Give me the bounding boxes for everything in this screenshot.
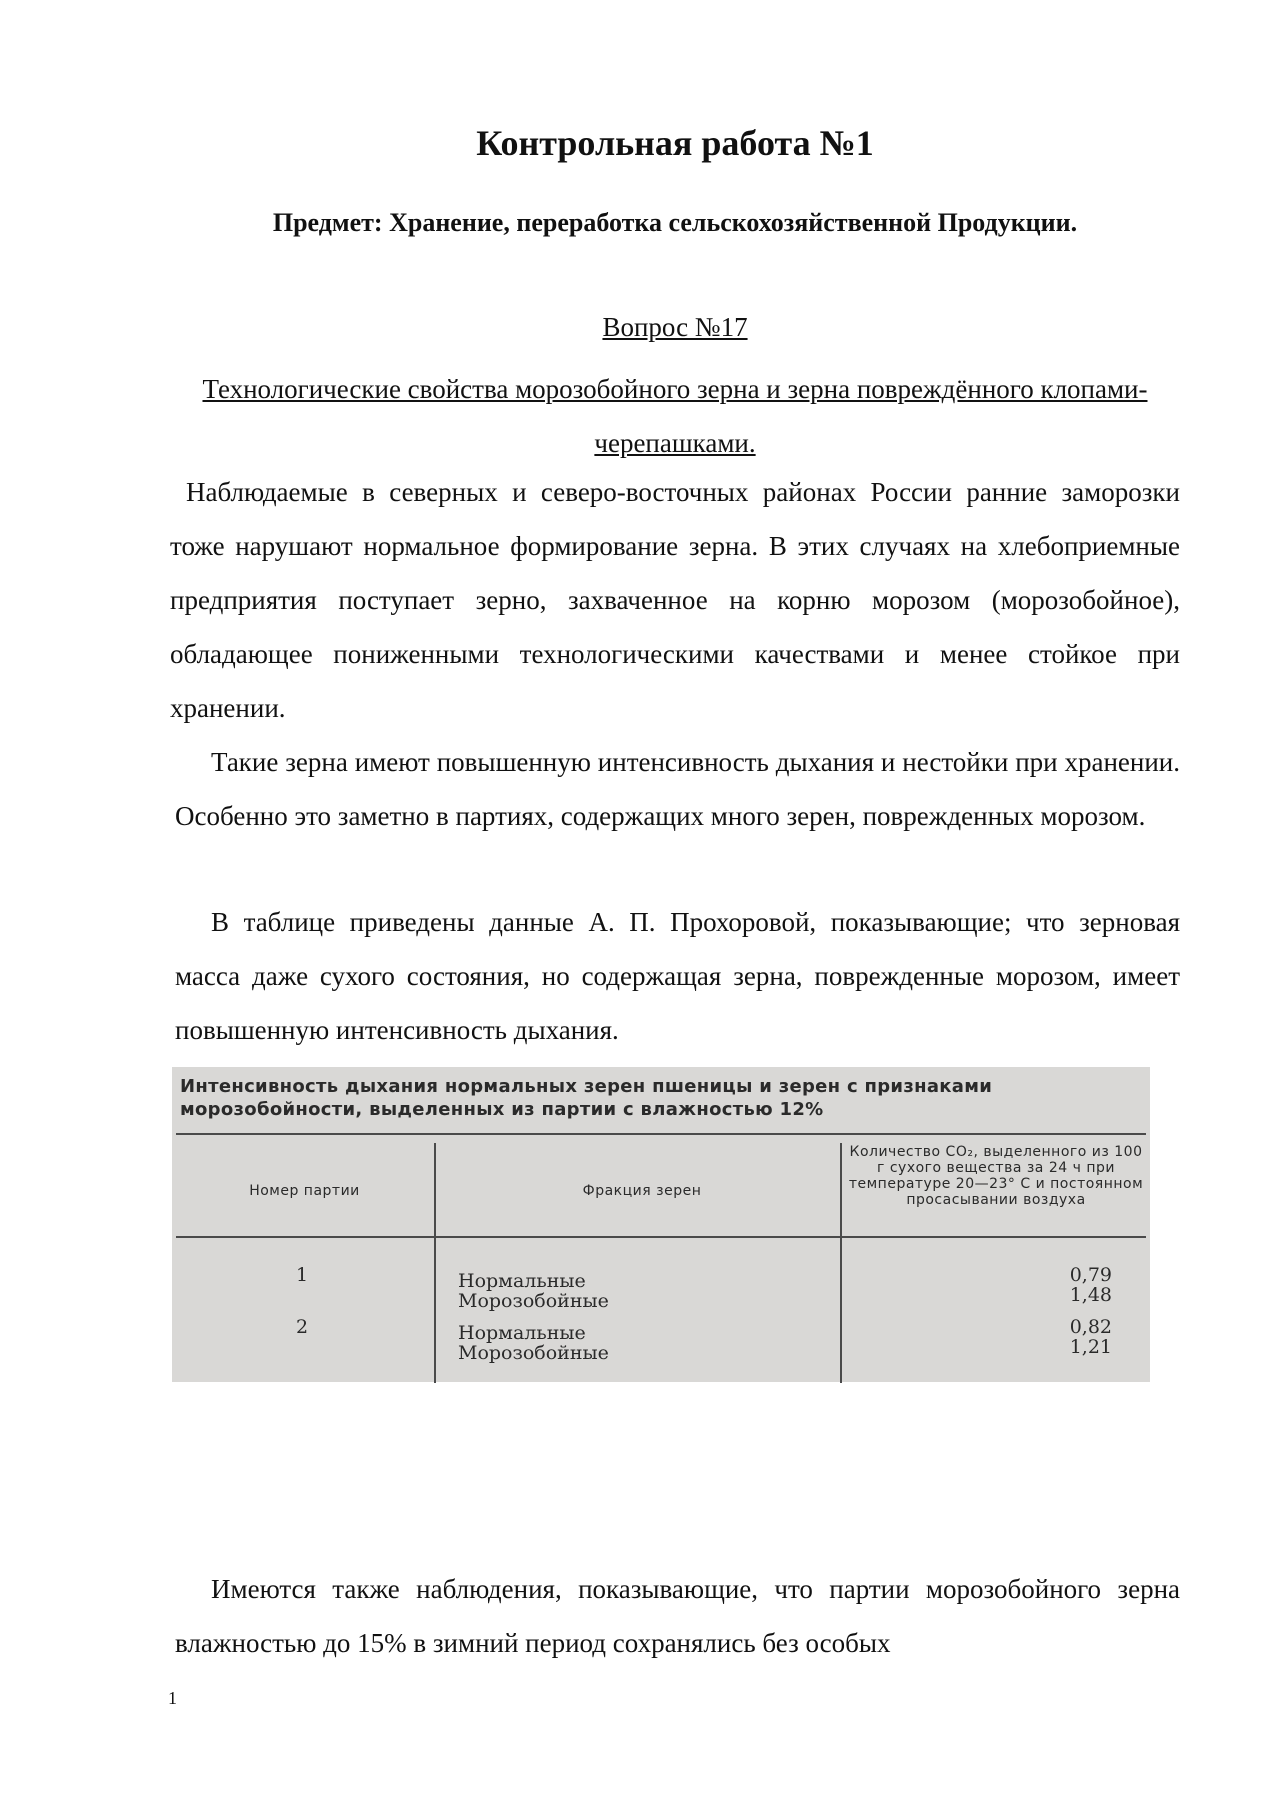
column-divider-1 — [434, 1143, 436, 1383]
row-2-value-normal: 0,82 — [1069, 1316, 1112, 1338]
paragraph-1: Наблюдаемые в северных и северо-восточных районах России ранние заморозки тоже нарушают нормальное формирование зерна. В этих случаях на хлебоприемные предприятия поступает зерно, захваченное на корню морозом (морозобойное), обладающее пониженными технологическими качествами и менее стойкое при хранении. — [170, 477, 1180, 723]
paragraph-2: Такие зерна имеют повышенную интенсивность дыхания и нестойки при хранении. Особенно это заметно в партиях, содержащих много зерен, поврежденных морозом. — [175, 747, 1180, 831]
row-1-fraction-normal: Нормальные — [458, 1270, 586, 1292]
header-co2: Количество CO₂, выделенного из 100 г сухого вещества за 24 ч при температуре 20—23° С и постоянном просасывании воздуха — [848, 1144, 1144, 1208]
column-divider-2 — [840, 1143, 842, 1383]
paragraph-3: В таблице приведены данные А. П. Прохоровой, показывающие; что зерновая масса даже сухого состояния, но содержащая зерна, поврежденные морозом, имеет повышенную интенсивность дыхания. — [175, 907, 1180, 1045]
row-1-batch: 1 — [296, 1264, 309, 1286]
row-2-fraction-frost: Морозобойные — [458, 1342, 609, 1364]
question-title: Технологические свойства морозобойного зерна и зерна повреждённого клопами-черепашками. — [202, 374, 1148, 458]
table-header-rule — [176, 1236, 1146, 1238]
scanned-table — [172, 1067, 1150, 1382]
subject-heading: Предмет: Хранение, переработка сельскохозяйственной Продукции. — [272, 208, 1078, 237]
row-2-fraction-normal: Нормальные — [458, 1322, 586, 1344]
header-batch: Номер партии — [249, 1183, 360, 1199]
header-fraction: Фракция зерен — [582, 1183, 702, 1199]
row-1-value-normal: 0,79 — [1069, 1264, 1112, 1286]
paragraph-4: Имеются также наблюдения, показывающие, что партии морозобойного зерна влажностью до 15% в зимний период сохранялись без особых — [175, 1574, 1180, 1658]
row-1-value-frost: 1,48 — [1069, 1284, 1112, 1306]
row-2-value-frost: 1,21 — [1069, 1336, 1112, 1358]
question-number: Вопрос №17 — [602, 312, 748, 342]
row-1-fraction-frost: Морозобойные — [458, 1290, 609, 1312]
row-2-batch: 2 — [296, 1316, 309, 1338]
page-number: 1 — [168, 1688, 177, 1708]
table-top-rule — [176, 1133, 1146, 1135]
document-title: Контрольная работа №1 — [476, 123, 874, 163]
table-caption: Интенсивность дыхания нормальных зерен пшеницы и зерен с признаками морозобойности, выделенных из партии с влажностью 12% — [180, 1076, 993, 1120]
